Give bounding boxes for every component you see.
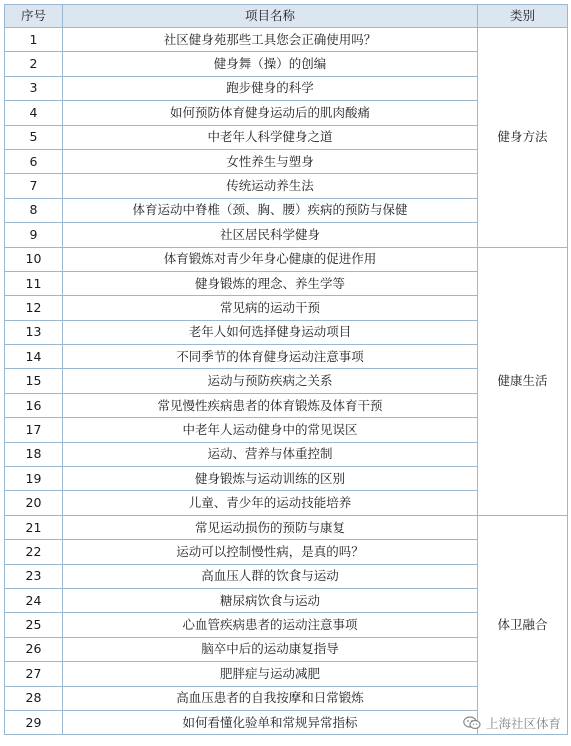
row-number: 26 bbox=[5, 637, 63, 661]
row-number: 28 bbox=[5, 686, 63, 710]
category-cell: 体卫融合 bbox=[478, 515, 568, 735]
project-name: 体育运动中脊椎（颈、胸、腰）疾病的预防与保健 bbox=[63, 198, 478, 222]
project-name: 女性养生与塑身 bbox=[63, 149, 478, 173]
project-name: 肥胖症与运动减肥 bbox=[63, 662, 478, 686]
row-number: 21 bbox=[5, 515, 63, 539]
header-project-name: 项目名称 bbox=[63, 5, 478, 28]
row-number: 29 bbox=[5, 710, 63, 734]
table-row bbox=[5, 515, 568, 539]
row-number: 5 bbox=[5, 125, 63, 149]
row-number: 8 bbox=[5, 198, 63, 222]
project-name: 如何看懂化验单和常规异常指标 bbox=[63, 710, 478, 734]
row-number: 22 bbox=[5, 540, 63, 564]
category-cell: 健身方法 bbox=[478, 28, 568, 248]
project-name: 社区居民科学健身 bbox=[63, 223, 478, 247]
row-number: 16 bbox=[5, 393, 63, 417]
row-number: 11 bbox=[5, 271, 63, 295]
row-number: 3 bbox=[5, 76, 63, 100]
row-number: 17 bbox=[5, 418, 63, 442]
row-number: 23 bbox=[5, 564, 63, 588]
project-name: 运动可以控制慢性病，是真的吗？ bbox=[63, 540, 478, 564]
project-name: 常见运动损伤的预防与康复 bbox=[63, 515, 478, 539]
row-number: 25 bbox=[5, 613, 63, 637]
project-name: 运动、营养与体重控制 bbox=[63, 442, 478, 466]
project-name: 高血压人群的饮食与运动 bbox=[63, 564, 478, 588]
watermark-text: 上海社区体育 bbox=[485, 716, 561, 731]
project-name: 儿童、青少年的运动技能培养 bbox=[63, 491, 478, 515]
row-number: 14 bbox=[5, 345, 63, 369]
header-category: 类别 bbox=[478, 5, 568, 28]
row-number: 24 bbox=[5, 588, 63, 612]
project-name: 脑卒中后的运动康复指导 bbox=[63, 637, 478, 661]
project-name: 常见慢性疾病患者的体育锻炼及体育干预 bbox=[63, 393, 478, 417]
row-number: 13 bbox=[5, 320, 63, 344]
row-number: 19 bbox=[5, 467, 63, 491]
row-number: 4 bbox=[5, 101, 63, 125]
row-number: 2 bbox=[5, 52, 63, 76]
row-number: 9 bbox=[5, 223, 63, 247]
row-number: 12 bbox=[5, 296, 63, 320]
project-name: 健身锻炼的理念、养生学等 bbox=[63, 271, 478, 295]
table-row bbox=[5, 247, 568, 271]
project-name: 健身锻炼与运动训练的区别 bbox=[63, 467, 478, 491]
header-number: 序号 bbox=[5, 5, 63, 28]
project-name: 老年人如何选择健身运动项目 bbox=[63, 320, 478, 344]
row-number: 10 bbox=[5, 247, 63, 271]
project-name: 传统运动养生法 bbox=[63, 174, 478, 198]
project-name: 中老年人运动健身中的常见误区 bbox=[63, 418, 478, 442]
row-number: 27 bbox=[5, 662, 63, 686]
row-number: 20 bbox=[5, 491, 63, 515]
row-number: 1 bbox=[5, 28, 63, 52]
category-cell: 健康生活 bbox=[478, 247, 568, 515]
project-name: 如何预防体育健身运动后的肌肉酸痛 bbox=[63, 101, 478, 125]
project-name: 运动与预防疾病之关系 bbox=[63, 369, 478, 393]
project-name: 高血压患者的自我按摩和日常锻炼 bbox=[63, 686, 478, 710]
table-row bbox=[5, 28, 568, 52]
project-name: 跑步健身的科学 bbox=[63, 76, 478, 100]
table-header-row bbox=[5, 5, 568, 28]
row-number: 18 bbox=[5, 442, 63, 466]
project-name: 中老年人科学健身之道 bbox=[63, 125, 478, 149]
project-name: 健身舞（操）的创编 bbox=[63, 52, 478, 76]
project-name: 社区健身苑那些工具您会正确使用吗？ bbox=[63, 28, 478, 52]
row-number: 7 bbox=[5, 174, 63, 198]
project-name: 不同季节的体育健身运动注意事项 bbox=[63, 345, 478, 369]
project-name: 心血管疾病患者的运动注意事项 bbox=[63, 613, 478, 637]
row-number: 6 bbox=[5, 149, 63, 173]
row-number: 15 bbox=[5, 369, 63, 393]
project-name: 体育锻炼对青少年身心健康的促进作用 bbox=[63, 247, 478, 271]
project-name: 常见病的运动干预 bbox=[63, 296, 478, 320]
table-body bbox=[5, 28, 568, 735]
project-table bbox=[4, 4, 568, 735]
project-name: 糖尿病饮食与运动 bbox=[63, 588, 478, 612]
